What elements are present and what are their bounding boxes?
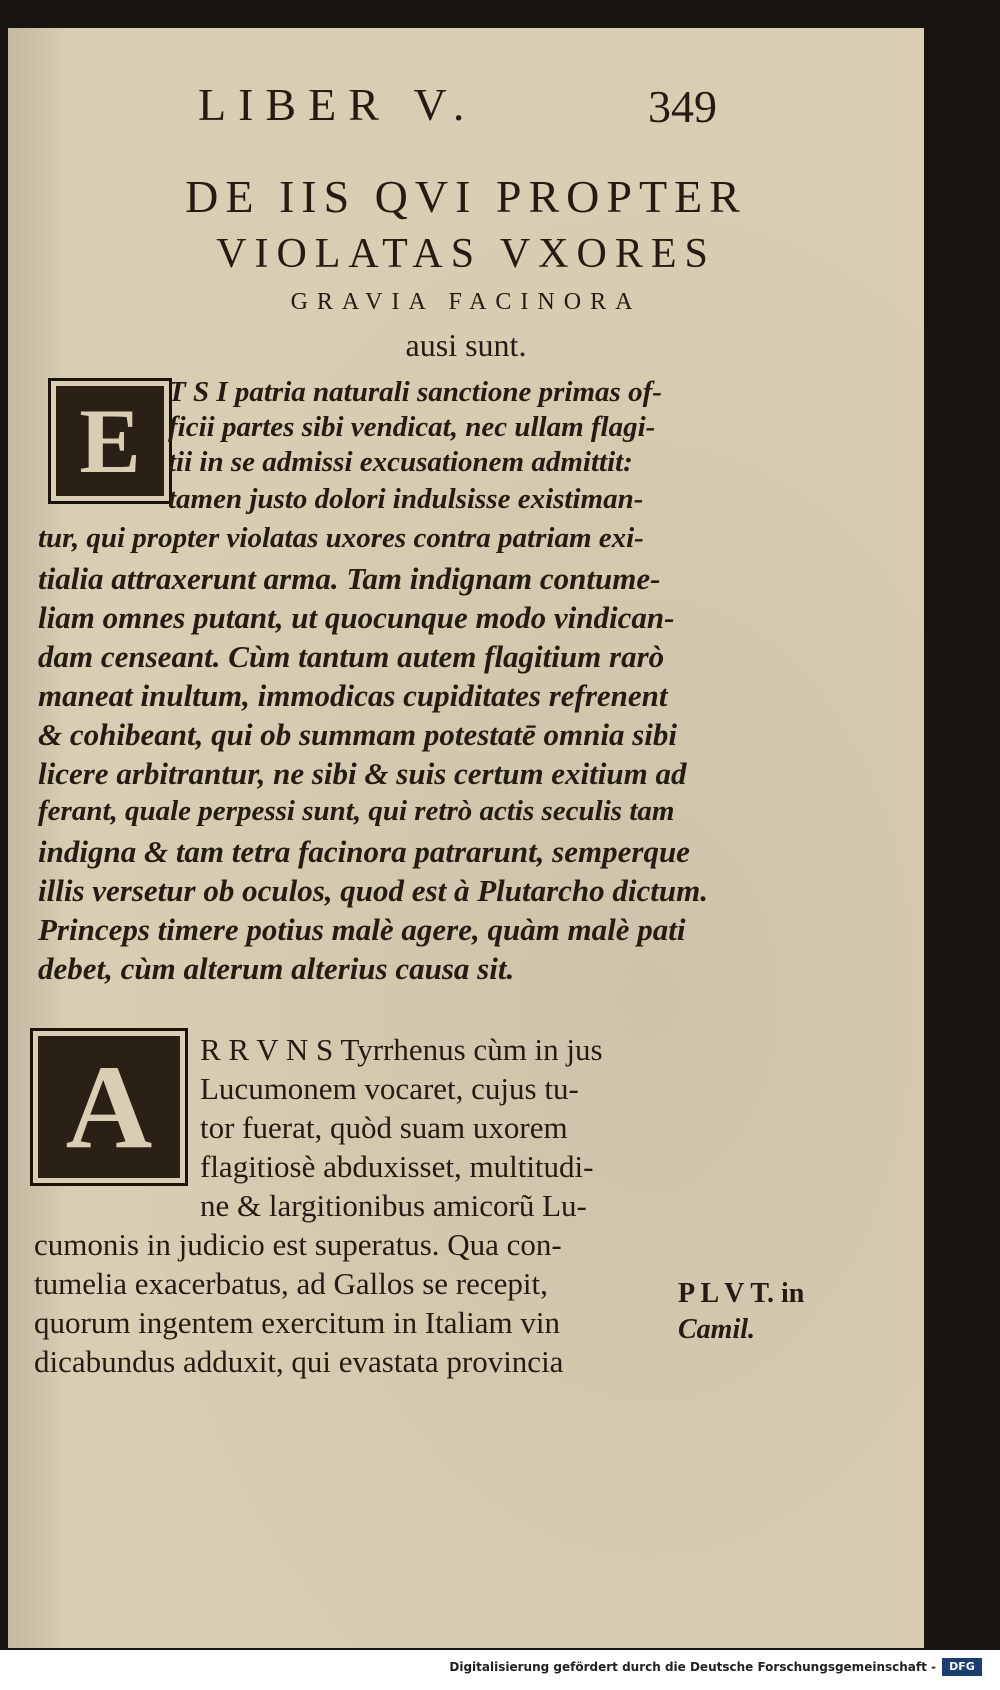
chapter-title-line-1: DE IIS QVI PROPTER [185, 171, 747, 222]
text-line: tii in se admissi excusationem admittit: [168, 446, 633, 478]
text-line: Lucumonem vocaret, cujus tu- [200, 1071, 579, 1106]
text-line: cumonis in judicio est superatus. Qua con- [34, 1227, 562, 1262]
text-line: Princeps timere potius malè agere, quàm malè pati [38, 912, 686, 947]
digitization-footer [0, 1650, 1000, 1690]
text-line: liam omnes putant, ut quocunque modo vindican- [38, 600, 675, 635]
ornamental-drop-cap-e [48, 378, 172, 504]
drop-cap-letter: A [65, 1040, 153, 1173]
text-line: tumelia exacerbatus, ad Gallos se recepit, [34, 1266, 548, 1301]
text-line: tur, qui propter violatas uxores contra patriam exi- [38, 522, 644, 554]
text-line: indigna & tam tetra facinora patrarunt, semperque [38, 834, 690, 869]
text-line: quorum ingentem exercitum in Italiam vin [34, 1305, 561, 1340]
text-line: ne & largitionibus amicorũ Lu- [200, 1188, 587, 1223]
text-line: licere arbitrantur, ne sibi & suis certum exitium ad [38, 756, 687, 791]
text-line: flagitiosè abduxisset, multitudi- [200, 1149, 594, 1184]
text-line: ficii partes sibi vendicat, nec ullam flagi- [168, 411, 656, 443]
text-line: ferant, quale perpessi sunt, qui retrò actis seculis tam [38, 795, 675, 827]
margin-note-line-1: P L V T. in [678, 1278, 805, 1309]
text-line: maneat inultum, immodicas cupiditates refrenent [38, 678, 668, 713]
book-page [8, 28, 924, 1648]
chapter-title-line-3: GRAVIA FACINORA [290, 289, 642, 315]
text-line: illis versetur ob oculos, quod est à Plutarcho dictum. [38, 873, 708, 908]
page-number: 349 [648, 81, 717, 132]
dfg-logo: DFG [942, 1658, 982, 1676]
chapter-title-line-2: VIOLATAS VXORES [216, 231, 716, 277]
text-line: dam censeant. Cùm tantum autem flagitium rarò [38, 639, 665, 674]
text-line: tamen justo dolori indulsisse existiman- [168, 483, 644, 515]
text-line: R R V N S Tyrrhenus cùm in jus [200, 1032, 603, 1067]
text-line: tialia attraxerunt arma. Tam indignam contume- [38, 561, 661, 596]
running-head-title: LIBER V. [198, 79, 477, 130]
text-line: debet, cùm alterum alterius causa sit. [38, 951, 515, 986]
chapter-title [8, 168, 924, 368]
funding-credit: Digitalisierung gefördert durch die Deutsche Forschungsgemeinschaft - [449, 1660, 936, 1674]
text-line: & cohibeant, qui ob summam potestatē omnia sibi [38, 717, 678, 752]
text-line: tor fuerat, quòd suam uxorem [200, 1110, 568, 1145]
ornamental-drop-cap-a [30, 1028, 188, 1186]
margin-note-line-2: Camil. [678, 1314, 756, 1345]
text-line: dicabundus adduxit, qui evastata provincia [34, 1344, 564, 1379]
text-line: T S I patria naturali sanctione primas of- [168, 376, 662, 408]
drop-cap-letter: E [79, 390, 141, 492]
running-head [8, 78, 924, 138]
chapter-title-line-4: ausi sunt. [405, 327, 527, 363]
